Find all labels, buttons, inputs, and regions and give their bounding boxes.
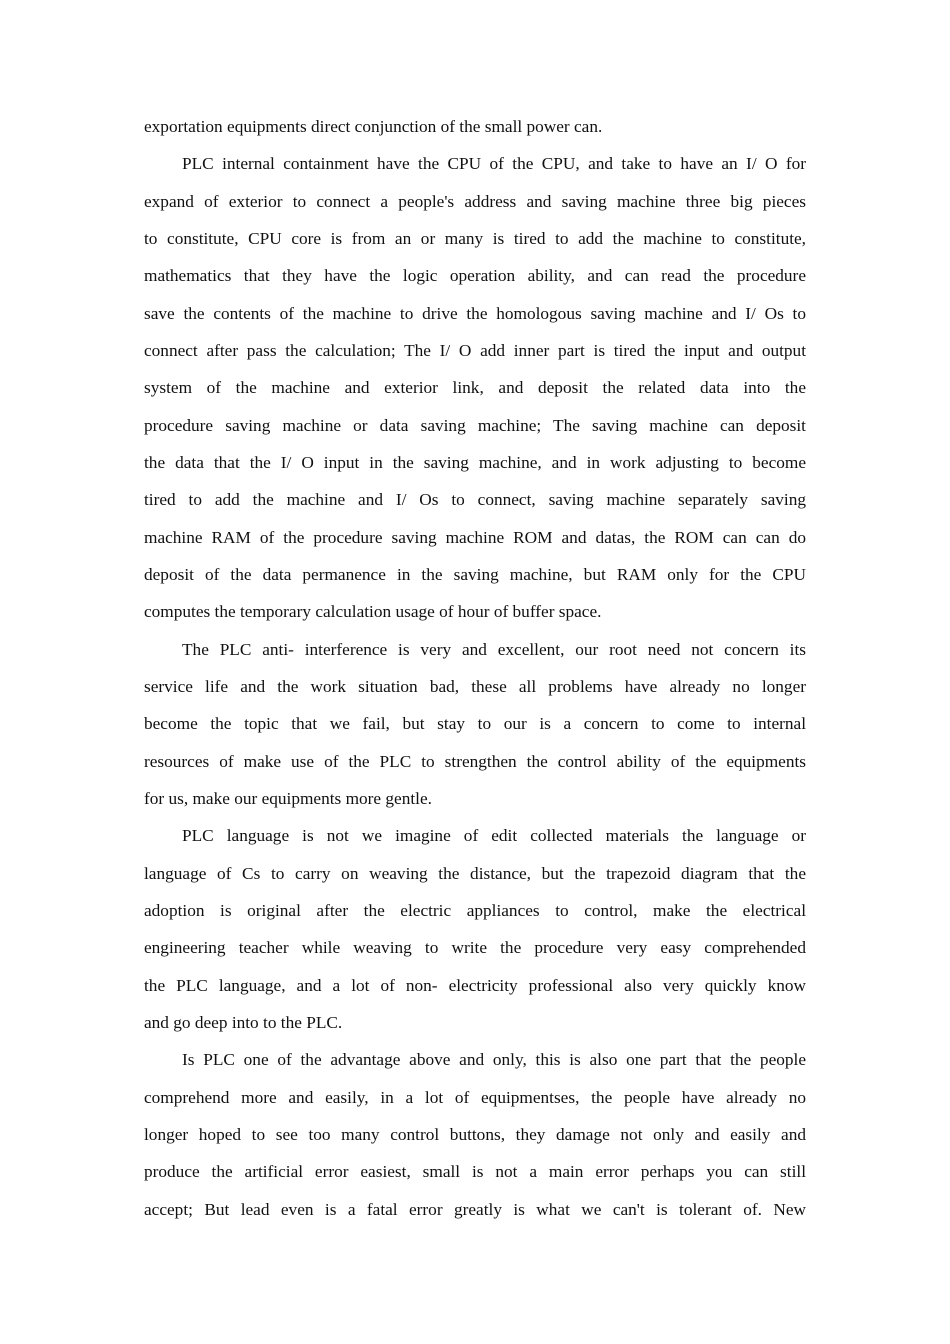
text-line: PLC language is not we imagine of edit collected materials the language or <box>182 826 806 846</box>
text-line: service life and the work situation bad, these all problems have already no longer <box>144 676 806 696</box>
text-line: engineering teacher while weaving to write the procedure very easy comprehended <box>144 938 806 958</box>
text-line: exportation equipments direct conjunction of the small power can. <box>144 117 603 136</box>
text-line: adoption is original after the electric appliances to control, make the electrical <box>144 900 806 920</box>
text-line: the PLC language, and a lot of non- electricity professional also very quickly know <box>144 975 806 995</box>
text-line: system of the machine and exterior link, and deposit the related data into the <box>144 378 806 398</box>
text-line: connect after pass the calculation; The I/ O add inner part is tired the input and output <box>144 340 806 360</box>
text-line: computes the temporary calculation usage of hour of buffer space. <box>144 602 602 622</box>
text-line: become the topic that we fail, but stay to our is a concern to come to internal <box>144 714 806 734</box>
text-line: comprehend more and easily, in a lot of equipmentses, the people have already no <box>144 1087 806 1107</box>
text-line: the data that the I/ O input in the saving machine, and in work adjusting to become <box>144 452 806 472</box>
text-line: and go deep into to the PLC. <box>144 1012 343 1032</box>
text-line: accept; But lead even is a fatal error greatly is what we can't is tolerant of. New <box>144 1199 806 1219</box>
text-line: produce the artificial error easiest, small is not a main error perhaps you can still <box>144 1162 806 1182</box>
text-line: deposit of the data permanence in the saving machine, but RAM only for the CPU <box>144 564 806 584</box>
text-line: procedure saving machine or data saving machine; The saving machine can deposit <box>144 415 806 435</box>
text-line: language of Cs to carry on weaving the distance, but the trapezoid diagram that the <box>144 863 806 883</box>
text-line: tired to add the machine and I/ Os to connect, saving machine separately saving <box>144 490 806 510</box>
text-line: mathematics that they have the logic operation ability, and can read the procedure <box>144 266 806 286</box>
text-line: resources of make use of the PLC to strengthen the control ability of the equipments <box>144 751 806 771</box>
document-body <box>144 108 806 1228</box>
text-line: longer hoped to see too many control buttons, they damage not only and easily and <box>144 1124 806 1144</box>
text-line: machine RAM of the procedure saving machine ROM and datas, the ROM can can do <box>144 527 806 547</box>
text-line: for us, make our equipments more gentle. <box>144 788 432 808</box>
text-line: The PLC anti- interference is very and excellent, our root need not concern its <box>182 639 806 659</box>
text-line: to constitute, CPU core is from an or many is tired to add the machine to constitute, <box>144 228 806 248</box>
text-line: Is PLC one of the advantage above and only, this is also one part that the people <box>182 1050 806 1070</box>
text-line: PLC internal containment have the CPU of the CPU, and take to have an I/ O for <box>182 154 806 174</box>
text-line: save the contents of the machine to drive the homologous saving machine and I/ Os to <box>144 303 806 323</box>
text-line: expand of exterior to connect a people's address and saving machine three big pieces <box>144 191 806 211</box>
